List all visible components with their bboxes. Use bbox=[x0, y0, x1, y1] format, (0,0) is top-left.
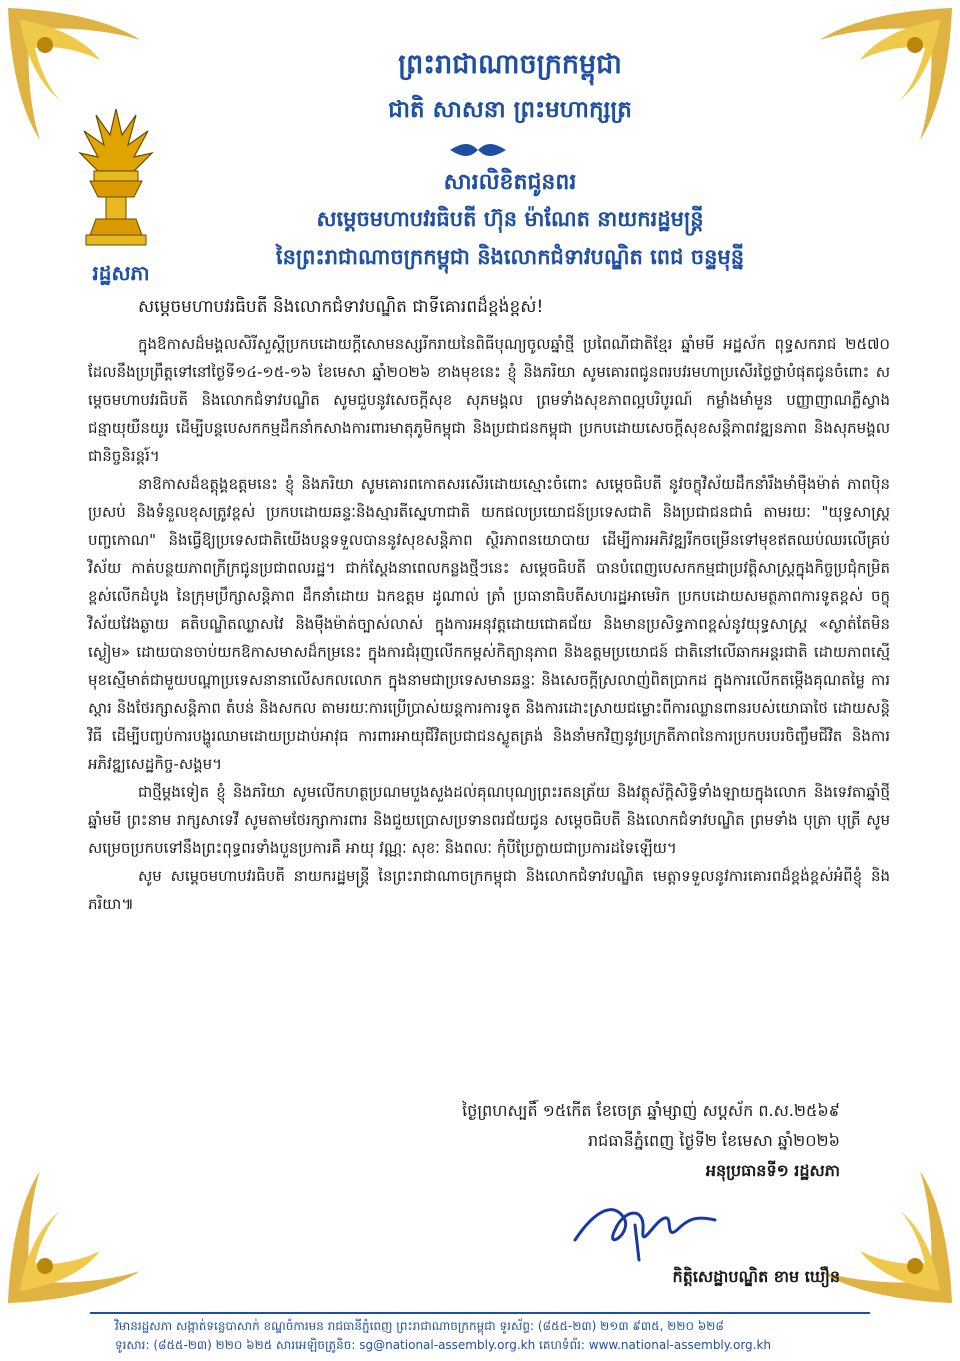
letter-title: សារលិខិតជូនពរ bbox=[443, 170, 577, 195]
paragraph-text: ក្នុងឱកាសដ៏មង្គលសិរីសួស្តីប្រកបដោយក្តីសោមនស្សរីករាយនៃពិធីបុណ្យចូលឆ្នាំថ្មី ប្រពៃណីជាតិខ្មែរ ឆ្នាំមមី អដ្ឋស័ក ពុទ្ធសករាជ ២៥៧០ ដែលនឹងប្រព្រឹត្តទៅនៅថ្ងៃទី១៤-១៥-១៦ ខែមេសា ឆ្នាំ២០២៦ ខាងមុខនេះ ខ្ញុំ និងភរិយា សូមគោរពជូនពរបវរមហាប្រសើរថ្លៃថ្លាបំផុតជូនចំពោះ សម្តេចមហាបវរធិបតី និងលោកជំទាវបណ្ឌិត សូមជួបនូវសេចក្តីសុខ សុភមង្គល ព្រមទាំងសុខភាពល្អបរិបូរណ៍ កម្លាំងមាំមួន បញ្ញាញាណភ្លឺស្វាង ជន្មាយុយឺនយូរ ដើម្បីបន្តបេសកកម្មដឹកនាំកសាងការពារមាតុភូមិកម្ពុជា និងប្រជាជនកម្ពុជា ប្រកបដោយសេចក្តីសុខសន្តិភាពវឌ្ឍនភាព និងសុភមង្គលជានិច្ចនិរន្តរ៍។ bbox=[88, 335, 890, 465]
lunar-date: ថ្ងៃព្រហស្បតិ៍ ១៥កើត ខែចេត្រ ឆ្នាំម្សាញ់ សប្តស័ក ព.ស.២៥៦៩ bbox=[462, 1101, 840, 1120]
footer-contact: ទូរសារ: (៨៥៥-២៣) ២២០ ៦២៥ សារអេឡិចត្រូនិច: sg@national-assembly.org.kh គេហទំព័រ: www.national-assembly.org.kh bbox=[115, 1338, 772, 1352]
paragraph bbox=[88, 862, 890, 918]
recipient-line-2: នៃព្រះរាជាណាចក្រកម្ពុជា និងលោកជំទាវបណ្ឌិត ពេជ ចន្ទមុន្នី bbox=[275, 245, 745, 269]
recipient-line-1: សម្តេចមហាបវរធិបតី ហ៊ុន ម៉ាណែត នាយករដ្ឋមន្ត្រី bbox=[316, 207, 704, 231]
salutation: សម្តេចមហាបវរធិបតី និងលោកជំទាវបណ្ឌិត ជាទីគោរពដ៏ខ្ពង់ខ្ពស់! bbox=[138, 297, 544, 317]
emblem-label: រដ្ឋសភា bbox=[92, 261, 150, 285]
footer-divider bbox=[90, 1312, 870, 1314]
place-date: រាជធានីភ្នំពេញ ថ្ងៃទី២ ខែមេសា ឆ្នាំ២០២៦ bbox=[588, 1131, 840, 1150]
divider-ornament-icon bbox=[448, 140, 508, 160]
kingdom-heading: ព្រះរាជាណាចក្រកម្ពុជា bbox=[398, 49, 622, 80]
paragraph-text: សូម សម្តេចមហាបវរធិបតី នាយករដ្ឋមន្ត្រី នៃព្រះរាជាណាចក្រកម្ពុជា និងលោកជំទាវបណ្ឌិត មេត្តាទទួលនូវការគោរពដ៏ខ្ពង់ខ្ពស់អំពីខ្ញុំ និងភរិយា៕ bbox=[88, 867, 890, 913]
motto-heading: ជាតិ សាសនា ព្រះមហាក្សត្រ bbox=[388, 97, 632, 123]
footer-address: វិមានរដ្ឋសភា សង្កាត់ទន្លេបាសាក់ ខណ្ឌចំការមន រាជធានីភ្នំពេញ ព្រះរាជាណាចក្រកម្ពុជា ទូរស័ព្ទ: (៨៥៥-២៣) ២១៣ ៩៣៥, ២២០ ៦២៨ bbox=[115, 1319, 724, 1333]
letter-body bbox=[88, 330, 890, 918]
paragraph-text: នាឱកាសដ៏ឧត្តុង្គឧត្តមនេះ ខ្ញុំ និងភរិយា សូមគោរពកោតសរសើរដោយស្មោះចំពោះ សម្តេចធិបតី នូវចក្ខុវិស័យដឹកនាំរឹងមាំម៉ឺងម៉ាត់ ភាពប៉ិនប្រសប់ និងទំនួលខុសត្រូវខ្ពស់ ប្រកបដោយឆន្ទៈនិងស្មារតីស្នេហាជាតិ យកផលប្រយោជន៍ប្រទេសជាតិ និងប្រជាជនជាធំ តាមរយៈ "យុទ្ធសាស្ត្របញ្ចកោណ" និងធ្វើឱ្យប្រទេសជាតិយើងបន្តទទួលបាននូវសុខសន្តិភាព ស្ថិរភាពនយោបាយ ដើម្បីការអភិវឌ្ឍរីកចម្រើនទៅមុខឥតឈប់ឈរលើគ្រប់វិស័យ កាត់បន្ថយភាពក្រីក្រជូនប្រជាពលរដ្ឋ។ ជាក់ស្តែងនាពេលកន្លងថ្មីៗនេះ សម្តេចធិបតី បានបំពេញបេសកកម្មជាប្រវត្តិសាស្ត្រក្នុងកិច្ចប្រជុំកម្រិតខ្ពស់លើកដំបូង នៃក្រុមប្រឹក្សាសន្តិភាព ដឹកនាំដោយ ឯកឧត្តម ដូណាល់ ត្រាំ ប្រធានាធិបតីសហរដ្ឋអាមេរិក ប្រកបដោយសមត្ថភាពការទូតខ្ពស់ ចក្ខុវិស័យវែងឆ្ងាយ គតិបណ្ឌិតឈ្លាសវៃ និងម៉ឺងម៉ាត់ច្បាស់លាស់ ក្នុងការអនុវត្តដោយជោគជ័យ និងមានប្រសិទ្ធភាពខ្ពស់នូវយុទ្ធសាស្ត្រ «ស្ងាត់តែមិនស្ងៀម» ដោយបានចាប់យកឱកាសមាសដ៏កម្រនេះ ក្នុងការជំរុញលើកកម្ពស់កិត្យានុភាព និងឧត្តមប្រយោជន៍ ជាតិនៅលើឆាកអន្តរជាតិ ដោយភាពស្មើមុខស្មើមាត់ជាមួយបណ្តាប្រទេសនានាលើសកលលោក ក្នុងនាមជាប្រទេសមានឆន្ទៈ និងសេចក្តីស្រលាញ់ពិតប្រាកដ ក្នុងការលើកតម្កើងគុណតម្លៃ ការស្តារ និងថែរក្សាសន្តិភាព តំបន់ និងសកល តាមរយៈការប្រើប្រាស់យន្តការការទូត និងការដោះស្រាយជម្លោះពីការឈ្លានពានរបស់យោធាថៃ ដោយសន្តិវិធី ដើម្បីបញ្ចប់ការបង្ហូរឈាមដោយប្រដាប់អាវុធ ការពារអាយុជីវិតប្រជាជនស្លូតត្រង់ និងនាំមកវិញនូវប្រក្រតីភាពនៃការប្រកបរបរចិញ្ចឹមជីវិត និងការអភិវឌ្ឍសេដ្ឋកិច្ច-សង្គម។ bbox=[88, 475, 890, 773]
signer-role: អនុប្រធានទី១ រដ្ឋសភា bbox=[705, 1161, 840, 1180]
paragraph bbox=[88, 778, 890, 862]
paragraph bbox=[88, 470, 890, 778]
paragraph bbox=[88, 330, 890, 470]
signer-name: កិត្តិសេដ្ឋាបណ្ឌិត ខាម ឃឿន bbox=[672, 1267, 840, 1286]
paragraph-text: ជាថ្មីម្តងទៀត ខ្ញុំ និងភរិយា សូមលើកហត្ថប្រណមបួងសួងដល់គុណបុណ្យព្រះរតនត្រ័យ និងវត្ថុស័ក្តិសិទ្ធិទាំងឡាយក្នុងលោក និងទេវតាឆ្នាំថ្មី ឆ្នាំមមី ព្រះនាម រាក្សសាទេវី សូមតាមថែរក្សាការពារ និងជួយប្រោសប្រទានពរជ័យជូន សម្តេចធិបតី និងលោកជំទាវបណ្ឌិត ព្រមទាំង បុត្រា បុត្រី សូមសម្រេចប្រកបទៅនឹងព្រះពុទ្ធពរទាំងបួនប្រការគឺ អាយុ វណ្ណៈ សុខៈ និងពលៈ កុំបីប្រែក្លាយជាប្រការដទៃឡើយ។ bbox=[88, 783, 890, 857]
handwritten-signature-icon bbox=[565, 1190, 725, 1265]
corner-ornament-icon bbox=[0, 1161, 150, 1311]
